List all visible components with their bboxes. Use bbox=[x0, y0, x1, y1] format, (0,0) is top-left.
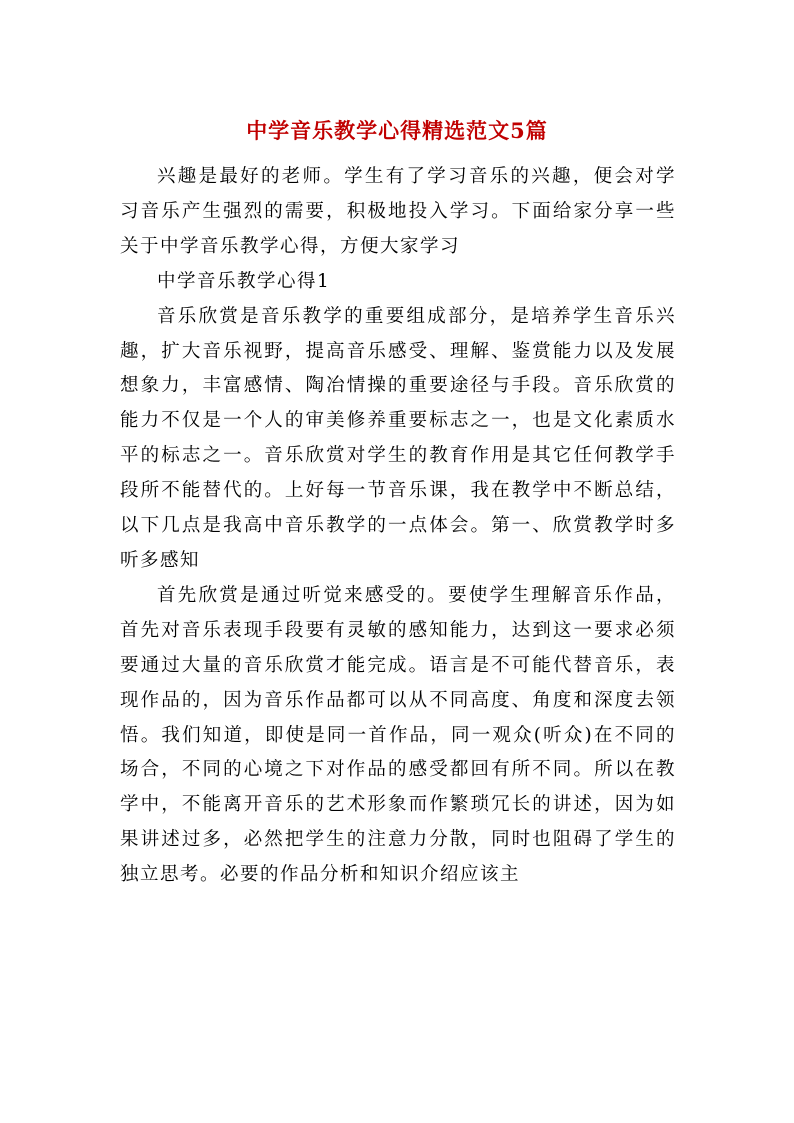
body-paragraph-2: 首先欣赏是通过听觉来感受的。要使学生理解音乐作品，首先对音乐表现手段要有灵敏的感知能力，达到这一要求必须要通过大量的音乐欣赏才能完成。语言是不可能代替音乐，表现作品的，因为音乐作品都可以从不同高度、角度和深度去领悟。我们知道，即使是同一首作品，同一观众(听众)在不同的场合，不同的心境之下对作品的感受都回有所不同。所以在教学中，不能离开音乐的艺术形象而作繁琐冗长的讲述，因为如果讲述过多，必然把学生的注意力分散，同时也阻碍了学生的独立思考。必要的作品分析和知识介绍应该主 bbox=[120, 584, 676, 886]
body-paragraph-1: 音乐欣赏是音乐教学的重要组成部分，是培养学生音乐兴趣，扩大音乐视野，提高音乐感受、理解、鉴赏能力以及发展想象力，丰富感情、陶冶情操的重要途径与手段。音乐欣赏的能力不仅是一个人的审美修养重要标志之一，也是文化素质水平的标志之一。音乐欣赏对学生的教育作用是其它任何教学手段所不能替代的。上好每一节音乐课，我在教学中不断总结，以下几点是我高中音乐教学的一点体会。第一、欣赏教学时多听多感知 bbox=[120, 305, 676, 571]
section-heading: 中学音乐教学心得1 bbox=[157, 270, 331, 292]
intro-paragraph: 兴趣是最好的老师。学生有了学习音乐的兴趣，便会对学习音乐产生强烈的需要，积极地投入学习。下面给家分享一些关于中学音乐教学心得，方便大家学习 bbox=[120, 166, 676, 257]
document-title: 中学音乐教学心得精选范文5篇 bbox=[246, 118, 548, 144]
document-body bbox=[120, 160, 676, 893]
